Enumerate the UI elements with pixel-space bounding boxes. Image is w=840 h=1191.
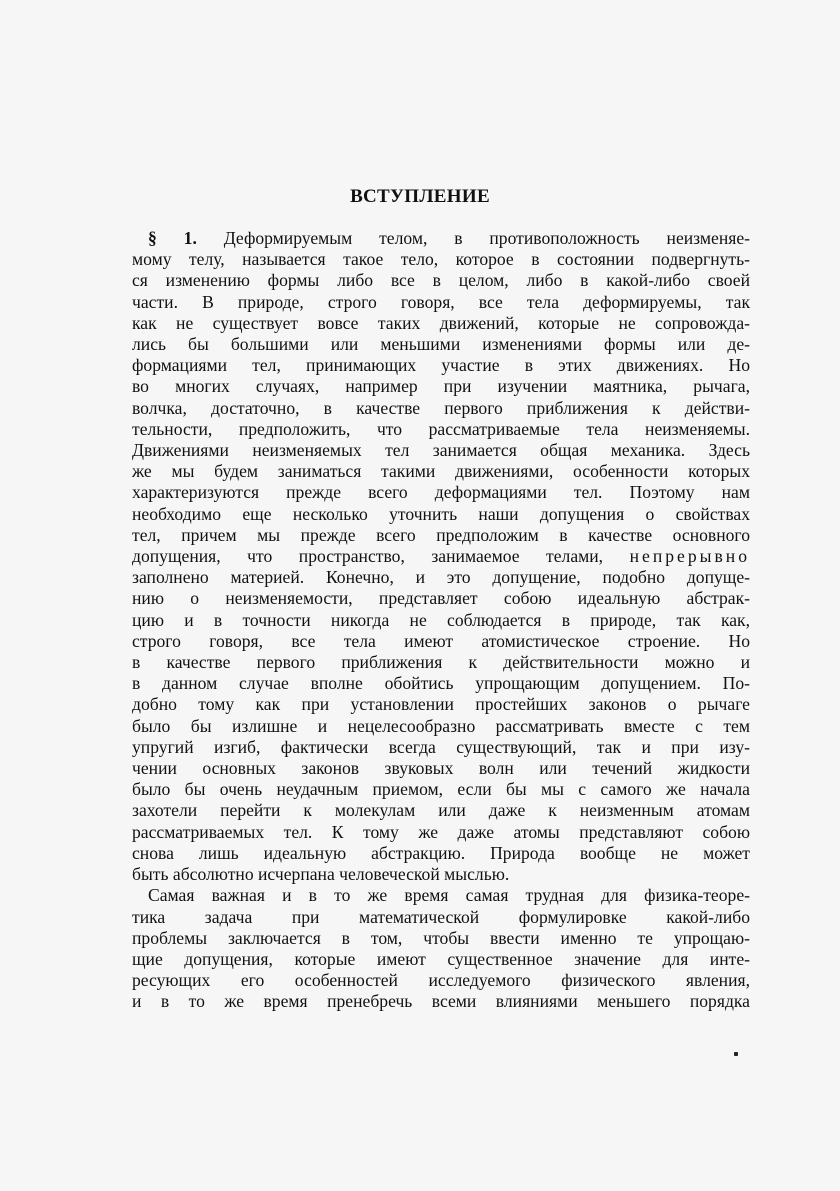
text-line: мому телу, называется такое тело, которое в состоянии подвергнуть-	[132, 249, 750, 270]
text-line: упругий изгиб, фактически всегда существующий, так и при изу-	[132, 736, 750, 757]
text-line: части. В природе, строго говоря, все тела деформируемы, так	[132, 291, 750, 312]
text-line: волчка, достаточно, в качестве первого приближения к действи-	[132, 397, 750, 418]
text-line: же мы будем заниматься такими движениями, особенности которых	[132, 461, 750, 482]
text-line: чении основных законов звуковых волн или течений жидкости	[132, 758, 750, 779]
text-line: снова лишь идеальную абстракцию. Природа вообще не может	[132, 842, 750, 863]
text-line: проблемы заключается в том, чтобы ввести именно те упрощаю-	[132, 927, 750, 948]
text-line: тельности, предположить, что рассматриваемые тела неизменяемы.	[132, 418, 750, 439]
text-line: тел, причем мы прежде всего предположим в качестве основного	[132, 524, 750, 545]
text-line: нию о неизменяемости, представляет собою идеальную абстрак-	[132, 588, 750, 609]
text-line: рассматриваемых тел. К тому же даже атомы представляют собою	[132, 821, 750, 842]
text-line: в качестве первого приближения к действительности можно и	[132, 652, 750, 673]
text-line: тика задача при математической формулировке какой-либо	[132, 906, 750, 927]
text-line: заполнено материей. Конечно, и это допущение, подобно допуще-	[132, 567, 750, 588]
text-line: как не существует вовсе таких движений, которые не сопровожда-	[132, 312, 750, 333]
text-line: быть абсолютно исчерпана человеческой мыслью.	[132, 864, 510, 885]
text-line: ресующих его особенностей исследуемого физического явления,	[132, 970, 750, 991]
text-line: Самая важная и в то же время самая трудная для физика-теоре-	[148, 885, 750, 906]
body-text	[132, 228, 750, 1013]
text-line-content: Деформируемым телом, в противоположность неизменяе-	[223, 228, 750, 248]
section-mark: § 1.	[148, 228, 197, 248]
chapter-heading: ВСТУПЛЕНИЕ	[350, 186, 490, 207]
text-line: лись бы большими или меньшими изменениями формы или де-	[132, 334, 750, 355]
text-line: Движениями неизменяемых тел занимается общая механика. Здесь	[132, 440, 750, 461]
text-line: формациями тел, принимающих участие в этих движениях. Но	[132, 355, 750, 376]
text-line: было бы излишне и нецелесообразно рассматривать вместе с тем	[132, 715, 750, 736]
text-line: строго говоря, все тела имеют атомистическое строение. Но	[132, 630, 750, 651]
text-line	[132, 228, 750, 249]
text-line: характеризуются прежде всего деформациями тел. Поэтому нам	[132, 482, 750, 503]
text-line: цию и в точности никогда не соблюдается в природе, так как,	[132, 609, 750, 630]
text-line: ся изменению формы либо все в целом, либо в какой-либо своей	[132, 270, 750, 291]
emphasized-word: непрерывно	[629, 546, 751, 567]
text-line-content: допущения, что пространство, занимаемое телами,	[132, 546, 604, 567]
text-line: в данном случае вполне обойтись упрощающим допущением. По-	[132, 673, 750, 694]
text-line: было бы очень неудачным приемом, если бы мы с самого же начала	[132, 779, 750, 800]
text-line: необходимо еще несколько уточнить наши допущения о свойствах	[132, 503, 750, 524]
text-line: добно тому как при установлении простейших законов о рычаге	[132, 694, 750, 715]
text-line: щие допущения, которые имеют существенное значение для инте-	[132, 948, 750, 969]
scan-speck	[734, 1052, 738, 1056]
text-line: и в то же время пренебречь всеми влияниями меньшего порядка	[132, 991, 750, 1012]
text-line	[132, 546, 750, 567]
text-line: захотели перейти к молекулам или даже к неизменным атомам	[132, 800, 750, 821]
text-line: во многих случаях, например при изучении маятника, рычага,	[132, 376, 750, 397]
